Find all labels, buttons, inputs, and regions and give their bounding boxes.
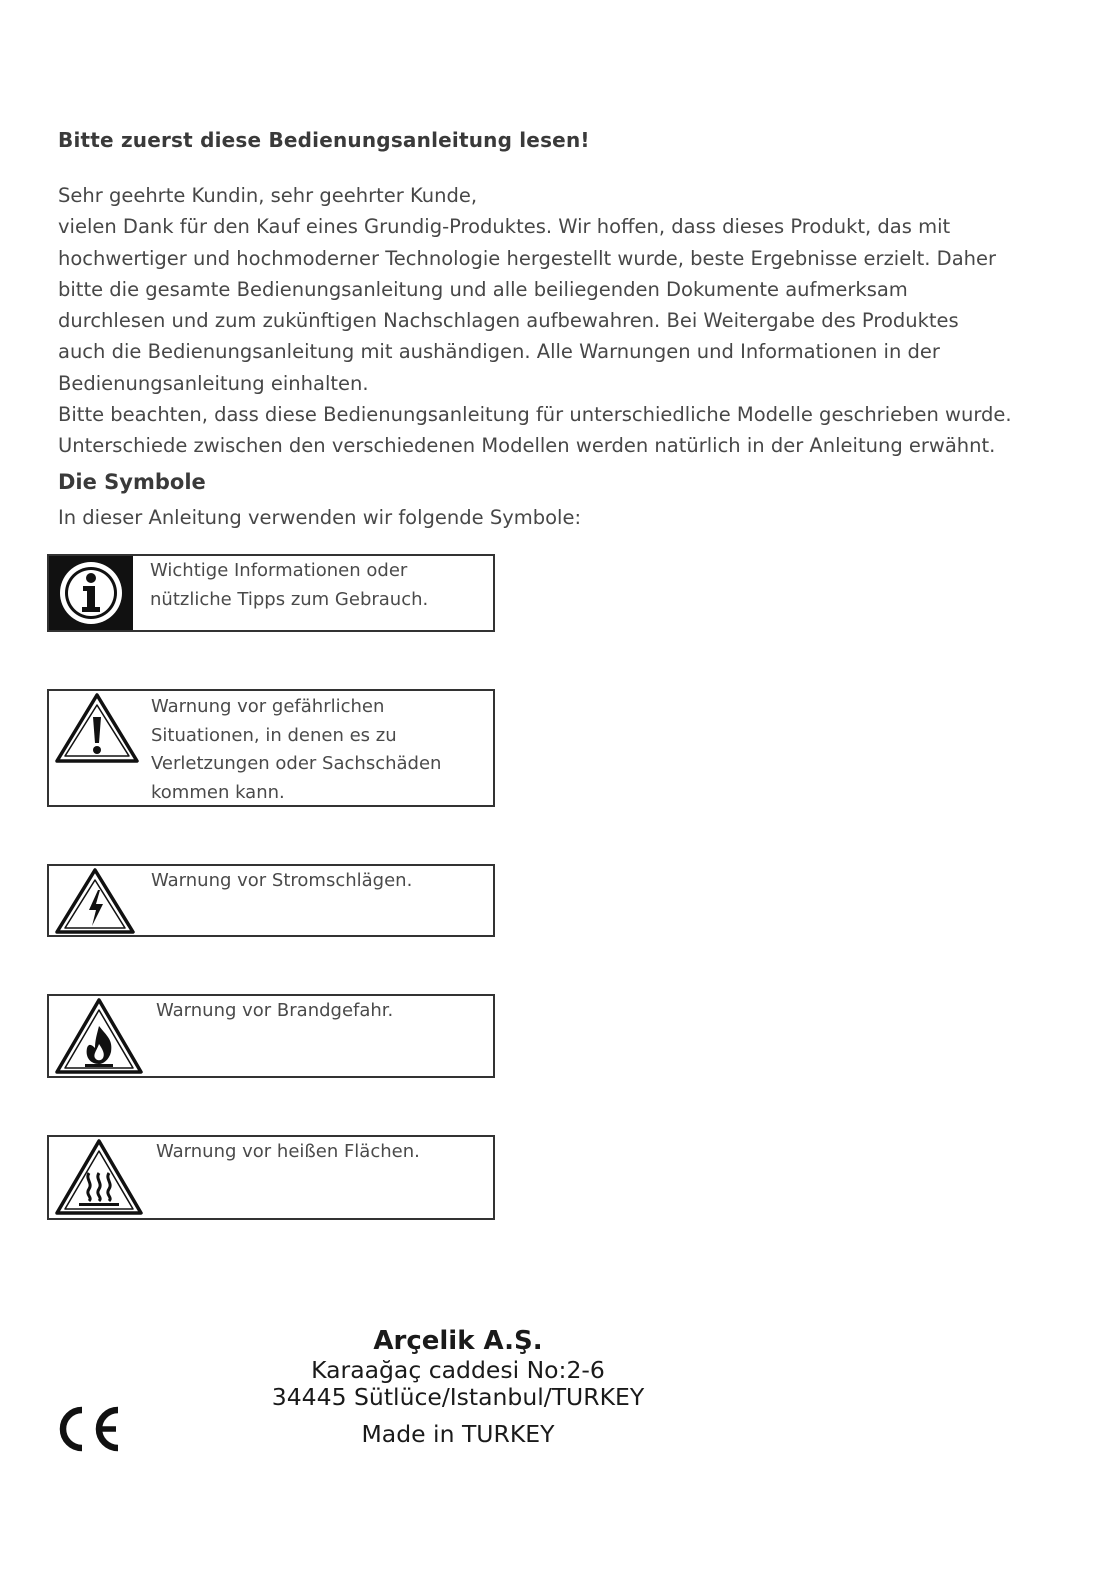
symbols-heading: Die Symbole <box>58 470 206 494</box>
intro-line: Bedienungsanleitung einhalten. <box>58 371 369 395</box>
symbol-text-line: kommen kann. <box>151 782 285 804</box>
intro-line: hochwertiger und hochmoderner Technologie hergestellt wurde, beste Ergebnisse erzielt. Daher <box>58 246 997 270</box>
intro-line: auch die Bedienungsanleitung mit aushändigen. Alle Warnungen und Informationen in der <box>58 340 940 364</box>
symbol-box-warning <box>47 689 495 807</box>
symbol-text-info <box>150 557 428 614</box>
symbol-text-electric: Warnung vor Stromschlägen. <box>151 870 413 891</box>
symbol-text-line: Warnung vor gefährlichen <box>151 696 385 717</box>
intro-text <box>58 180 1068 462</box>
electric-shock-icon <box>55 866 145 936</box>
info-icon <box>49 556 133 630</box>
symbol-box-info <box>47 554 495 632</box>
symbol-text-warning <box>151 693 441 808</box>
symbol-text-line: Verletzungen oder Sachschäden <box>151 753 442 775</box>
intro-line: durchlesen und zum zukünftigen Nachschlagen aufbewahren. Bei Weitergabe des Produktes <box>58 309 959 333</box>
fire-hazard-icon <box>55 996 151 1076</box>
symbol-box-fire <box>47 994 495 1078</box>
manufacturer-address <box>0 1325 916 1448</box>
made-in: Made in TURKEY <box>361 1420 555 1448</box>
intro-line: Unterschiede zwischen den verschiedenen Modellen werden natürlich in der Anleitung erwähnt. <box>58 434 996 458</box>
symbol-box-hot-surface <box>47 1135 495 1220</box>
symbol-text-fire: Warnung vor Brandgefahr. <box>156 1000 394 1021</box>
ce-mark-icon <box>54 1404 122 1454</box>
intro-line: vielen Dank für den Kauf eines Grundig-Produktes. Wir hoffen, dass dieses Produkt, das mit <box>58 215 951 239</box>
symbol-box-electric <box>47 864 495 937</box>
symbol-text-line: nützliche Tipps zum Gebrauch. <box>150 588 429 610</box>
hot-surface-icon <box>55 1137 151 1217</box>
address-line-1: Karaağaç caddesi No:2-6 <box>311 1356 605 1384</box>
symbol-text-hot-surface: Warnung vor heißen Flächen. <box>156 1141 420 1162</box>
company-name: Arçelik A.Ş. <box>373 1326 543 1356</box>
address-line-2: 34445 Sütlüce/Istanbul/TURKEY <box>271 1383 645 1411</box>
symbols-intro: In dieser Anleitung verwenden wir folgende Symbole: <box>58 506 582 529</box>
warning-icon <box>55 691 145 771</box>
symbol-text-line: Situationen, in denen es zu <box>151 724 397 746</box>
intro-line: Sehr geehrte Kundin, sehr geehrter Kunde, <box>58 184 478 207</box>
intro-line: bitte die gesamte Bedienungsanleitung und alle beiliegenden Dokumente aufmerksam <box>58 277 908 301</box>
page-heading: Bitte zuerst diese Bedienungsanleitung lesen! <box>58 128 590 152</box>
intro-line: Bitte beachten, dass diese Bedienungsanleitung für unterschiedliche Modelle geschrieben wurde. <box>58 403 1012 427</box>
symbol-text-line: Wichtige Informationen oder <box>150 560 408 581</box>
